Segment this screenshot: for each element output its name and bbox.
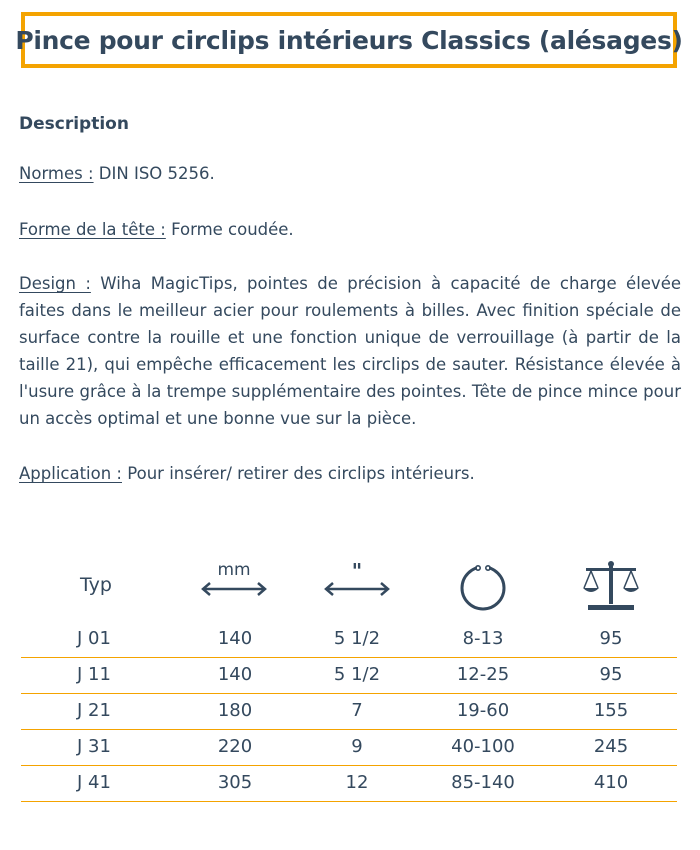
design-paragraph (19, 270, 681, 432)
normes-paragraph (19, 160, 681, 187)
table-row (21, 694, 677, 730)
cell-mm: 140 (217, 664, 253, 685)
mm-label: mm (217, 560, 251, 580)
table-row (21, 622, 677, 658)
cell-range: 8-13 (462, 628, 504, 649)
table-row (21, 766, 677, 802)
cell-weight: 95 (599, 628, 623, 649)
cell-inch: 9 (351, 736, 363, 757)
cell-weight: 95 (599, 664, 623, 685)
cell-inch: 5 1/2 (333, 664, 381, 685)
cell-typ: J 41 (77, 772, 111, 793)
cell-range: 40-100 (451, 736, 515, 757)
cell-inch: 7 (351, 700, 363, 721)
cell-inch: 5 1/2 (333, 628, 381, 649)
cell-mm: 180 (217, 700, 253, 721)
cell-typ: J 21 (77, 700, 111, 721)
normes-label: Normes : (19, 164, 94, 183)
title-box (15, 12, 683, 68)
forme-paragraph (19, 216, 681, 243)
forme-label: Forme de la tête : (19, 220, 166, 239)
cell-typ: J 11 (77, 664, 111, 685)
circlip-ring-icon (458, 562, 508, 612)
cell-weight: 155 (593, 700, 629, 721)
cell-inch: 12 (345, 772, 369, 793)
balance-scale-icon (582, 560, 640, 612)
application-label: Application : (19, 464, 122, 483)
application-paragraph (19, 460, 681, 487)
table-body (21, 622, 677, 802)
header-typ: Typ (80, 574, 112, 596)
table-row (21, 730, 677, 766)
cell-weight: 245 (593, 736, 629, 757)
cell-mm: 140 (217, 628, 253, 649)
cell-mm: 220 (217, 736, 253, 757)
forme-text: Forme coudée. (165, 220, 294, 239)
cell-range: 12-25 (456, 664, 510, 685)
description-heading: Description (19, 114, 129, 134)
cell-mm: 305 (217, 772, 253, 793)
spec-table (21, 560, 677, 802)
header-length-mm (199, 560, 269, 610)
cell-range: 19-60 (456, 700, 510, 721)
table-row (21, 658, 677, 694)
application-text: Pour insérer/ retirer des circlips intérieurs. (122, 464, 475, 483)
cell-typ: J 01 (77, 628, 111, 649)
design-text: Wiha MagicTips, pointes de précision à capacité de charge élevée faites dans le meilleur acier pour roulements à billes. Avec finition spéciale de surface contre la rouille et une fonction unique de verrouillage (à partir de la taille 21), qui empêche efficacement les circlips de sauter. Résistance élevée à l'usure grâce à la trempe supplémentaire des pointes. Tête de pince mince pour un accès optimal et une bonne vue sur la pièce. (19, 274, 681, 428)
table-header (21, 560, 677, 622)
cell-typ: J 31 (77, 736, 111, 757)
cell-range: 85-140 (451, 772, 515, 793)
normes-text: DIN ISO 5256. (93, 164, 215, 183)
page-title: Pince pour circlips intérieurs Classics (alésages) (15, 25, 683, 55)
inch-label: " (351, 559, 363, 583)
double-arrow-icon (200, 582, 268, 596)
header-length-inch (322, 560, 392, 610)
design-label: Design : (19, 274, 91, 293)
double-arrow-icon (323, 582, 391, 596)
cell-weight: 410 (593, 772, 629, 793)
